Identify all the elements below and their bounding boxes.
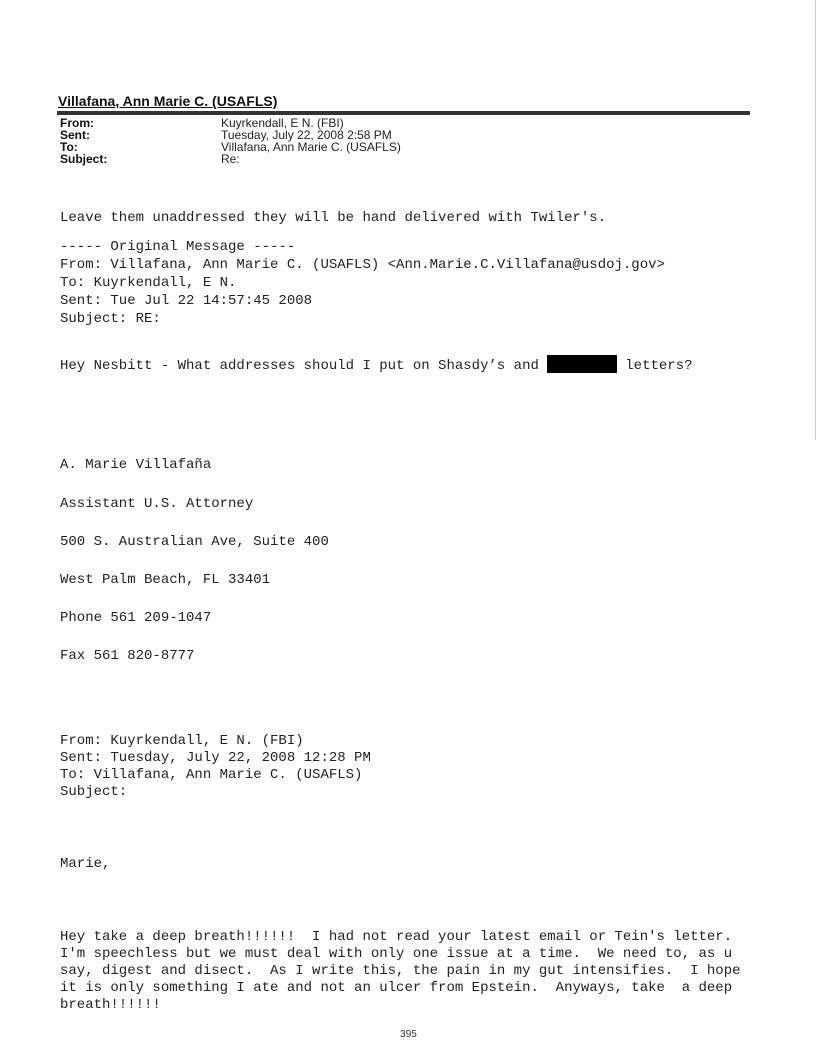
signature-title: Assistant U.S. Attorney [60,496,254,512]
signature-phone: Phone 561 209-1047 [60,610,212,626]
earlier-body-line: say, digest and disect. As I write this, the pain in my gut intensifies. I hope [60,963,741,979]
earlier-from: From: Kuyrkendall, E N. (FBI) [60,733,304,749]
original-separator: ----- Original Message ----- [60,239,296,255]
earlier-to: To: Villafana, Ann Marie C. (USAFLS) [60,767,363,783]
earlier-sent: Sent: Tuesday, July 22, 2008 12:28 PM [60,750,371,766]
body-before: Hey Nesbitt - What addresses should I put on Shasdy’s and [60,358,548,374]
body-after: letters? [625,358,693,374]
original-to: To: Kuyrkendall, E N. [60,275,237,291]
earlier-greeting: Marie, [60,856,111,872]
to-label: To: [60,140,78,154]
earlier-subject: Subject: [60,784,128,800]
original-body [60,355,693,375]
sent-label: Sent: [60,128,90,142]
from-value: Kuyrkendall, E N. (FBI) [221,116,344,130]
sent-value: Tuesday, July 22, 2008 2:58 PM [221,128,392,142]
original-sent: Sent: Tue Jul 22 14:57:45 2008 [60,293,313,309]
earlier-body-line: I'm speechless but we must deal with only one issue at a time. We need to, as u [60,946,733,962]
earlier-body-line: Hey take a deep breath!!!!!! I had not read your latest email or Tein's letter. [60,929,733,945]
page-number: 395 [400,1029,417,1040]
redaction-box [547,355,617,373]
original-from: From: Villafana, Ann Marie C. (USAFLS) <Ann.Marie.C.Villafana@usdoj.gov> [60,257,665,273]
subject-label: Subject: [60,152,108,166]
earlier-body-line: breath!!!!!! [60,997,161,1013]
header-rule [57,111,750,115]
subject-value: Re: [221,152,240,166]
earlier-body-line: it is only something I ate and not an ulcer from Epstein. Anyways, take a deep [60,980,733,996]
signature-name: A. Marie Villafaña [60,457,212,473]
mailbox-owner-title: Villafana, Ann Marie C. (USAFLS) [58,93,278,109]
to-value: Villafana, Ann Marie C. (USAFLS) [221,140,401,154]
signature-address: 500 S. Australian Ave, Suite 400 [60,534,329,550]
original-subject: Subject: RE: [60,311,161,327]
signature-fax: Fax 561 820-8777 [60,648,195,664]
scan-edge [815,0,816,440]
reply-text: Leave them unaddressed they will be hand delivered with Twiler's. [60,210,607,226]
from-label: From: [60,116,94,130]
signature-city: West Palm Beach, FL 33401 [60,572,271,588]
